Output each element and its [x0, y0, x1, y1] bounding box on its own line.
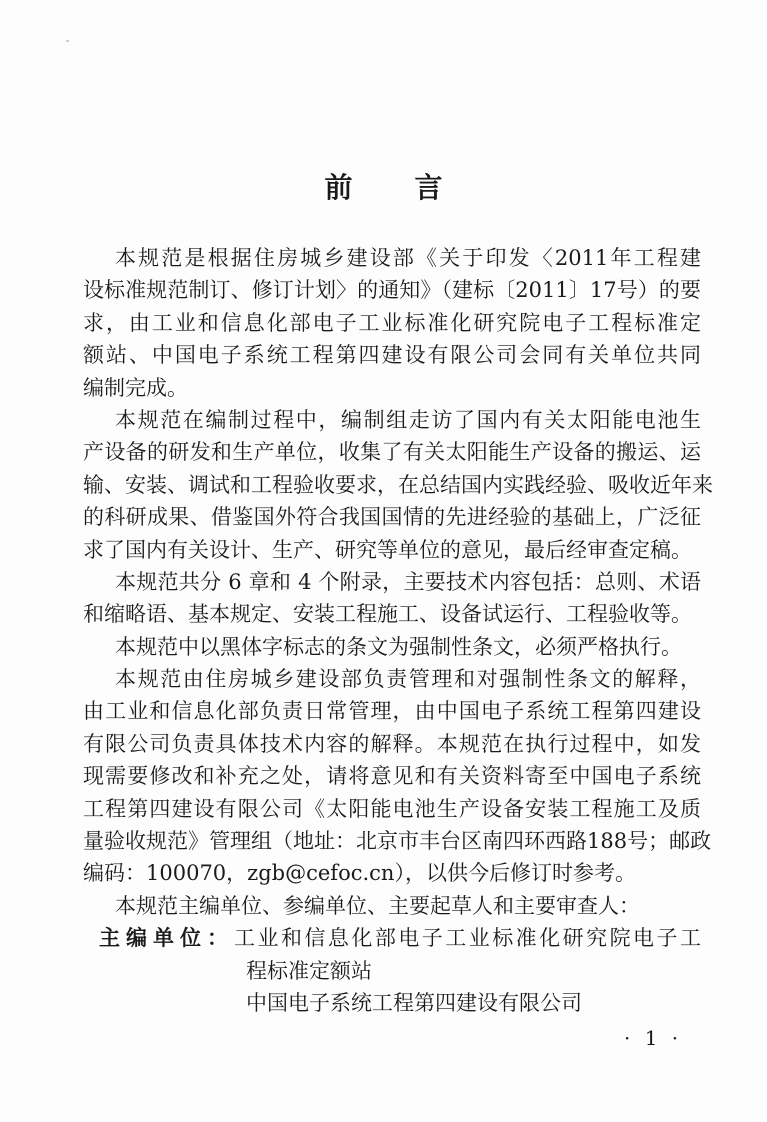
chief-editor-line: 程标准定额站	[246, 958, 372, 983]
paragraph-line: 求了国内有关设计、生产、研究等单位的意见，最后经审查定稿。	[83, 537, 692, 562]
paragraph-line: 本规范主编单位、参编单位、主要起草人和主要审查人：	[115, 893, 640, 918]
paragraph-line: 本规范由住房城乡建设部负责管理和对强制性条文的解释，	[115, 667, 701, 692]
paragraph-line: 编码：100070，zgb@cefoc.cn），以供今后修订时参考。	[83, 861, 636, 886]
chief-editor-text: 工业和信息化部电子工业标准化研究院电子工	[234, 926, 701, 951]
paragraph-line: 量验收规范》管理组（地址：北京市丰台区南四环西路188号；邮政	[83, 829, 712, 854]
chief-editor-line	[83, 922, 701, 954]
paragraph-line: 工程第四建设有限公司《太阳能电池生产设备安装工程施工及质	[83, 796, 701, 821]
document-body	[83, 242, 713, 1019]
paragraph-line: 求，由工业和信息化部电子工业标准化研究院电子工程标准定	[83, 310, 701, 335]
paragraph-line: 编制完成。	[83, 375, 188, 400]
paragraph-line: 有限公司负责具体技术内容的解释。本规范在执行过程中，如发	[83, 731, 701, 756]
chief-editor-label: 主编单位：	[99, 925, 234, 951]
paragraph-line: 本规范是根据住房城乡建设部《关于印发〈2011年工程建	[115, 246, 701, 270]
paragraph-line: 由工业和信息化部负责日常管理，由中国电子系统工程第四建设	[83, 699, 701, 724]
scan-speck	[66, 40, 69, 42]
paragraph-line: 的科研成果、借鉴国外符合我国国情的先进经验的基础上，广泛征	[83, 505, 701, 530]
paragraph-line: 本规范在编制过程中，编制组走访了国内有关太阳能电池生	[115, 407, 701, 432]
paragraph-line: 输、安装、调试和工程验收要求，在总结国内实践经验、吸收近年来	[83, 472, 713, 497]
page-number: · 1 ·	[624, 1026, 683, 1050]
paragraph-line: 额站、中国电子系统工程第四建设有限公司会同有关单位共同	[83, 343, 701, 368]
paragraph-line: 产设备的研发和生产单位，收集了有关太阳能生产设备的搬运、运	[83, 440, 701, 465]
paragraph-line: 设标准规范制订、修订计划〉的通知》（建标〔2011〕17号）的要	[83, 278, 701, 303]
paragraph-line: 本规范共分 6 章和 4 个附录，主要技术内容包括：总则、术语	[115, 569, 701, 594]
paragraph-line: 现需要修改和补充之处，请将意见和有关资料寄至中国电子系统	[83, 764, 701, 789]
chief-editor-line: 中国电子系统工程第四建设有限公司	[246, 990, 582, 1015]
page-title: 前言	[324, 171, 505, 204]
paragraph-line: 本规范中以黑体字标志的条文为强制性条文，必须严格执行。	[115, 634, 682, 659]
paragraph-line: 和缩略语、基本规定、安装工程施工、设备试运行、工程验收等。	[83, 602, 692, 627]
